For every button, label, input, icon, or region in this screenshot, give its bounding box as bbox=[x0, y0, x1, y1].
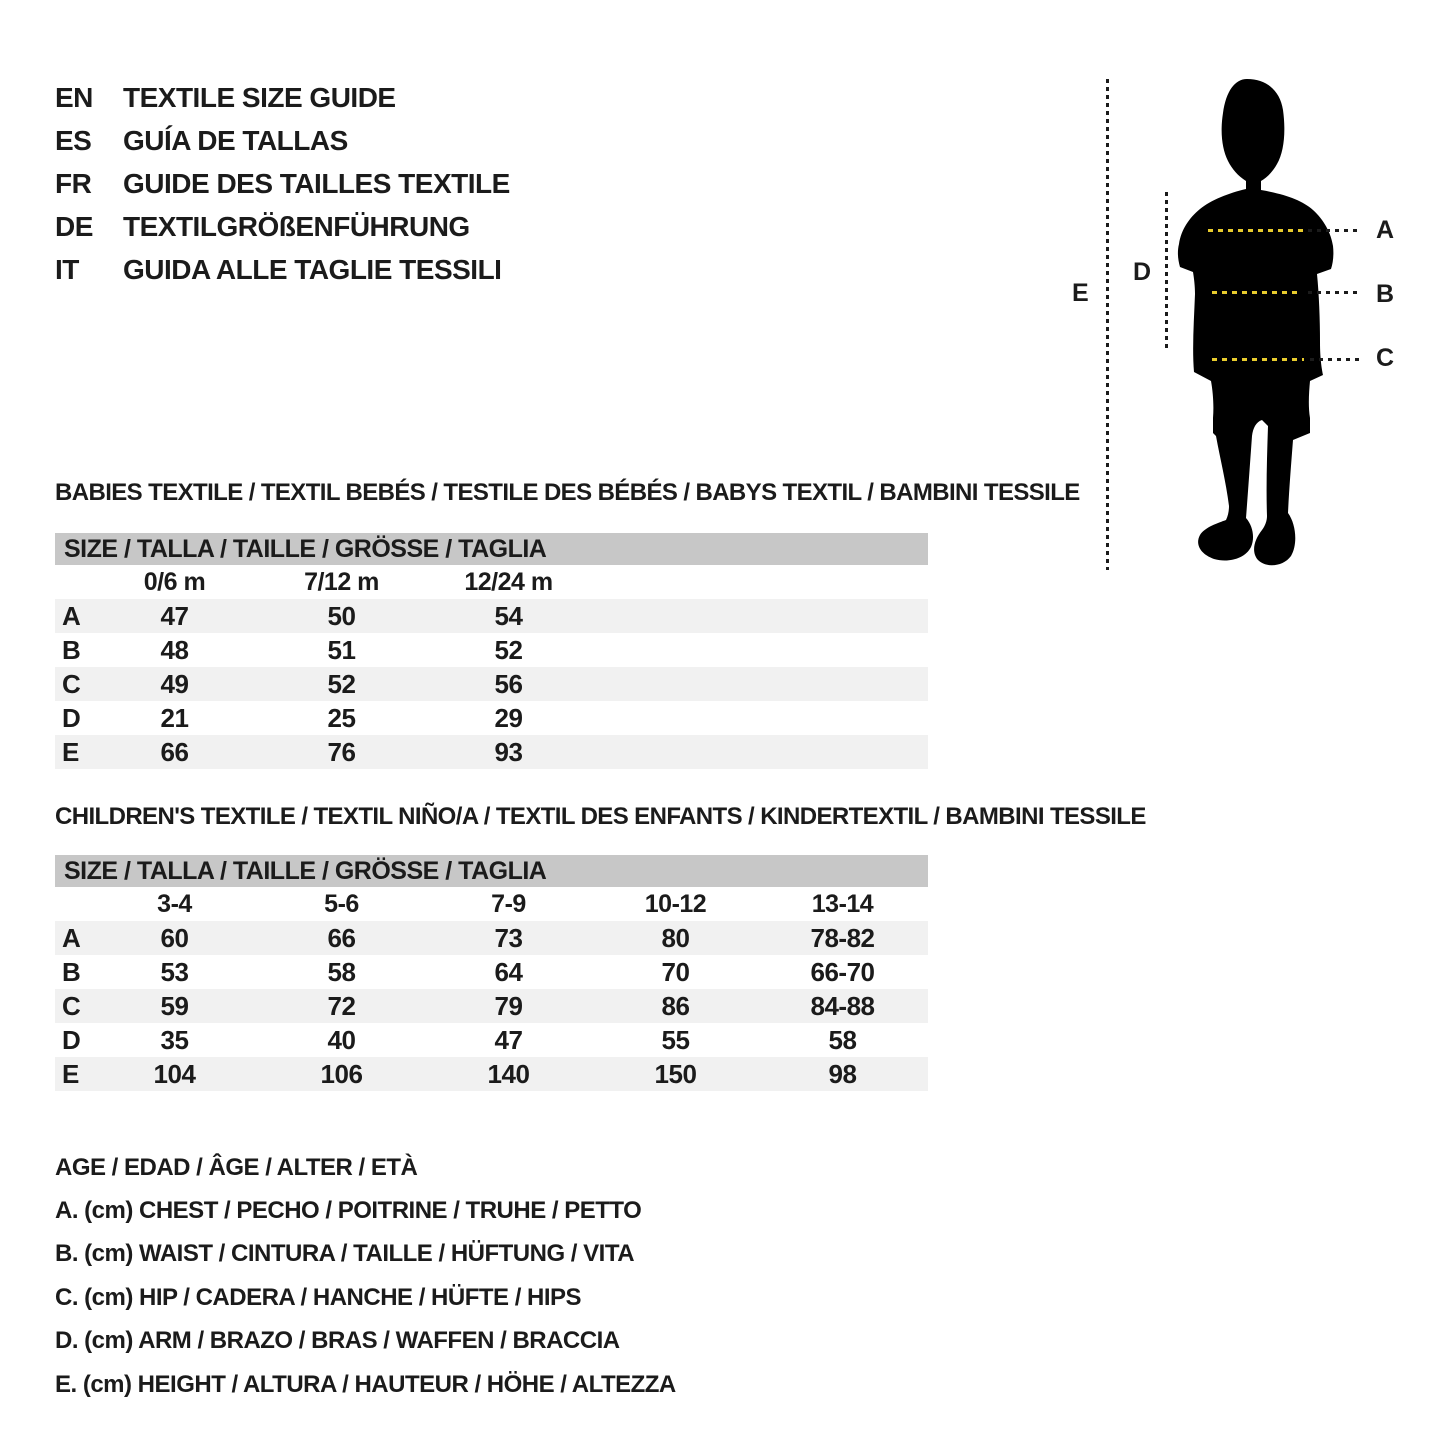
legend-line-arm: D. (cm) ARM / BRAZO / BRAS / WAFFEN / BRACCIA bbox=[55, 1327, 620, 1355]
table-cell: 47 bbox=[494, 1024, 523, 1055]
babies-size-header-label: SIZE / TALLA / TAILLE / GRÖSSE / TAGLIA bbox=[64, 534, 547, 563]
language-code: FR bbox=[55, 168, 92, 199]
language-code: EN bbox=[55, 82, 93, 113]
table-cell: 49 bbox=[160, 668, 189, 699]
figure-label-a: A bbox=[1376, 216, 1394, 244]
table-cell: 98 bbox=[828, 1058, 857, 1089]
table-row bbox=[55, 667, 928, 701]
table-cell: 50 bbox=[327, 600, 356, 631]
children-column-header: 5-6 bbox=[324, 889, 359, 918]
table-cell: 80 bbox=[661, 922, 690, 953]
table-cell: 53 bbox=[160, 956, 189, 987]
table-cell: 40 bbox=[327, 1024, 356, 1055]
babies-column-header: 7/12 m bbox=[304, 567, 379, 596]
language-title: TEXTILE SIZE GUIDE bbox=[123, 82, 396, 113]
hip-measure-line-c bbox=[1212, 358, 1304, 361]
children-column-header-row bbox=[55, 887, 928, 921]
children-size-header-bar bbox=[55, 855, 928, 887]
row-label: D bbox=[62, 1024, 81, 1055]
table-cell: 73 bbox=[494, 922, 523, 953]
table-cell: 47 bbox=[160, 600, 189, 631]
chest-leader-line-a bbox=[1308, 229, 1362, 232]
babies-column-header-row bbox=[55, 565, 928, 599]
babies-size-header-bar bbox=[55, 533, 928, 565]
figure-label-c: C bbox=[1376, 344, 1394, 372]
legend-line-hip: C. (cm) HIP / CADERA / HANCHE / HÜFTE / HIPS bbox=[55, 1283, 582, 1311]
row-label: B bbox=[62, 956, 81, 987]
table-row bbox=[55, 989, 928, 1023]
table-cell: 21 bbox=[160, 702, 189, 733]
row-label: A bbox=[62, 600, 81, 631]
table-cell: 64 bbox=[494, 956, 523, 987]
table-cell: 76 bbox=[327, 736, 356, 767]
table-cell: 51 bbox=[327, 634, 356, 665]
waist-measure-line-b bbox=[1212, 291, 1302, 294]
table-cell: 58 bbox=[327, 956, 356, 987]
table-row bbox=[55, 701, 928, 735]
table-cell: 150 bbox=[654, 1058, 697, 1089]
figure-label-e: E bbox=[1072, 279, 1089, 307]
language-title: TEXTILGRÖßENFÜHRUNG bbox=[123, 211, 470, 242]
language-title-list bbox=[55, 76, 510, 291]
babies-column-header: 12/24 m bbox=[464, 567, 553, 596]
table-cell: 52 bbox=[327, 668, 356, 699]
children-column-header: 13-14 bbox=[811, 889, 874, 918]
height-measure-line-e bbox=[1106, 79, 1109, 570]
table-cell: 52 bbox=[494, 634, 523, 665]
row-label: C bbox=[62, 668, 81, 699]
legend-line-height: E. (cm) HEIGHT / ALTURA / HAUTEUR / HÖHE / ALTEZZA bbox=[55, 1370, 676, 1398]
language-title: GUIDA ALLE TAGLIE TESSILI bbox=[123, 254, 502, 285]
table-cell: 79 bbox=[494, 990, 523, 1021]
table-cell: 58 bbox=[828, 1024, 857, 1055]
legend-line-chest: A. (cm) CHEST / PECHO / POITRINE / TRUHE / PETTO bbox=[55, 1197, 642, 1225]
waist-leader-line-b bbox=[1308, 291, 1362, 294]
language-title: GUÍA DE TALLAS bbox=[123, 125, 348, 156]
table-cell: 59 bbox=[160, 990, 189, 1021]
row-label: E bbox=[62, 736, 79, 767]
children-size-header-label: SIZE / TALLA / TAILLE / GRÖSSE / TAGLIA bbox=[64, 856, 547, 885]
figure-label-b: B bbox=[1376, 280, 1394, 308]
chest-measure-line-a bbox=[1208, 229, 1303, 232]
legend-line-age: AGE / EDAD / ÂGE / ALTER / ETÀ bbox=[55, 1153, 418, 1181]
child-silhouette bbox=[1150, 76, 1350, 566]
table-cell: 86 bbox=[661, 990, 690, 1021]
table-row bbox=[55, 633, 928, 667]
figure-label-d: D bbox=[1133, 258, 1151, 286]
babies-column-header: 0/6 m bbox=[143, 567, 206, 596]
table-row bbox=[55, 1023, 928, 1057]
table-cell: 93 bbox=[494, 736, 523, 767]
row-label: C bbox=[62, 990, 81, 1021]
table-cell: 48 bbox=[160, 634, 189, 665]
language-code: ES bbox=[55, 125, 92, 156]
table-cell: 35 bbox=[160, 1024, 189, 1055]
table-cell: 106 bbox=[320, 1058, 363, 1089]
table-row bbox=[55, 921, 928, 955]
table-row bbox=[55, 955, 928, 989]
table-cell: 78-82 bbox=[810, 922, 875, 953]
children-column-header: 7-9 bbox=[491, 889, 526, 918]
language-code: DE bbox=[55, 211, 93, 242]
row-label: E bbox=[62, 1058, 79, 1089]
table-cell: 54 bbox=[494, 600, 523, 631]
language-code: IT bbox=[55, 254, 79, 285]
table-cell: 72 bbox=[327, 990, 356, 1021]
table-cell: 66-70 bbox=[810, 956, 875, 987]
children-column-header: 10-12 bbox=[644, 889, 707, 918]
hip-leader-line-c bbox=[1310, 358, 1362, 361]
legend-line-waist: B. (cm) WAIST / CINTURA / TAILLE / HÜFTUNG / VITA bbox=[55, 1240, 635, 1268]
table-cell: 56 bbox=[494, 668, 523, 699]
language-title: GUIDE DES TAILLES TEXTILE bbox=[123, 168, 510, 199]
table-row bbox=[55, 599, 928, 633]
table-cell: 55 bbox=[661, 1024, 690, 1055]
table-cell: 66 bbox=[160, 736, 189, 767]
table-cell: 70 bbox=[661, 956, 690, 987]
children-section-title: CHILDREN'S TEXTILE / TEXTIL NIÑO/A / TEXTIL DES ENFANTS / KINDERTEXTIL / BAMBINI TESSILE bbox=[55, 803, 1146, 830]
measurement-legend bbox=[55, 1146, 676, 1406]
table-cell: 29 bbox=[494, 702, 523, 733]
table-cell: 140 bbox=[487, 1058, 530, 1089]
table-cell: 84-88 bbox=[810, 990, 875, 1021]
table-cell: 25 bbox=[327, 702, 356, 733]
row-label: A bbox=[62, 922, 81, 953]
table-cell: 104 bbox=[153, 1058, 196, 1089]
row-label: D bbox=[62, 702, 81, 733]
children-column-header: 3-4 bbox=[157, 889, 192, 918]
table-row bbox=[55, 735, 928, 769]
babies-section-title: BABIES TEXTILE / TEXTIL BEBÉS / TESTILE DES BÉBÉS / BABYS TEXTIL / BAMBINI TESSILE bbox=[55, 479, 1080, 506]
row-label: B bbox=[62, 634, 81, 665]
table-cell: 66 bbox=[327, 922, 356, 953]
table-row bbox=[55, 1057, 928, 1091]
table-cell: 60 bbox=[160, 922, 189, 953]
